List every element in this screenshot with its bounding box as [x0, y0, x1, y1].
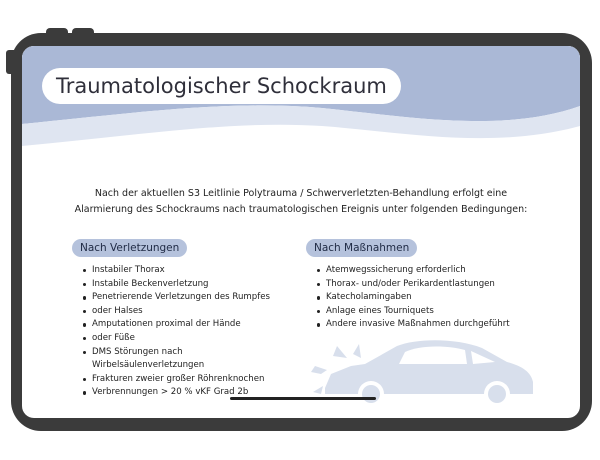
- list-item: DMS Störungen nach Wirbelsäulenverletzungen: [80, 346, 210, 373]
- list-item: oder Füße: [80, 332, 292, 346]
- intro-line: Alarmierung des Schockraums nach traumatologischen Ereignis unter folgenden Bedingungen:: [74, 204, 528, 215]
- list-item: Instabile Beckenverletzung: [80, 278, 292, 292]
- list-item: Anlage eines Tourniquets: [314, 305, 554, 319]
- intro-line: Nach der aktuellen S3 Leitlinie Polytrauma / Schwerverletzten-Behandlung erfolgt eine: [94, 188, 508, 199]
- injuries-list: [80, 264, 292, 400]
- list-item: Frakturen zweier großer Röhrenknochen: [80, 373, 292, 387]
- section-heading-injuries: Nach Verletzungen: [72, 239, 187, 257]
- list-item: Andere invasive Maßnahmen durchgeführt: [314, 318, 554, 332]
- header-background: [22, 46, 580, 166]
- page-title: Traumatologischer Schockraum: [42, 68, 401, 104]
- device-side-button: [6, 50, 14, 74]
- list-item: Instabiler Thorax: [80, 264, 292, 278]
- list-item: Verbrennungen > 20 % vKF Grad 2b: [80, 386, 292, 400]
- device-top-button: [72, 28, 94, 36]
- list-item: Amputationen proximal der Hände: [80, 318, 292, 332]
- list-item: Atemwegssicherung erforderlich: [314, 264, 554, 278]
- list-item: Thorax- und/oder Perikardentlastungen: [314, 278, 554, 292]
- section-heading-measures: Nach Maßnahmen: [306, 239, 417, 257]
- home-indicator[interactable]: [230, 397, 376, 400]
- intro-text: [50, 186, 552, 218]
- measures-list: [314, 264, 554, 332]
- list-item: Penetrierende Verletzungen des Rumpfes: [80, 291, 292, 305]
- screen: [22, 46, 580, 418]
- list-item: Katecholamingaben: [314, 291, 554, 305]
- device-top-button: [46, 28, 68, 36]
- list-item: oder Halses: [80, 305, 292, 319]
